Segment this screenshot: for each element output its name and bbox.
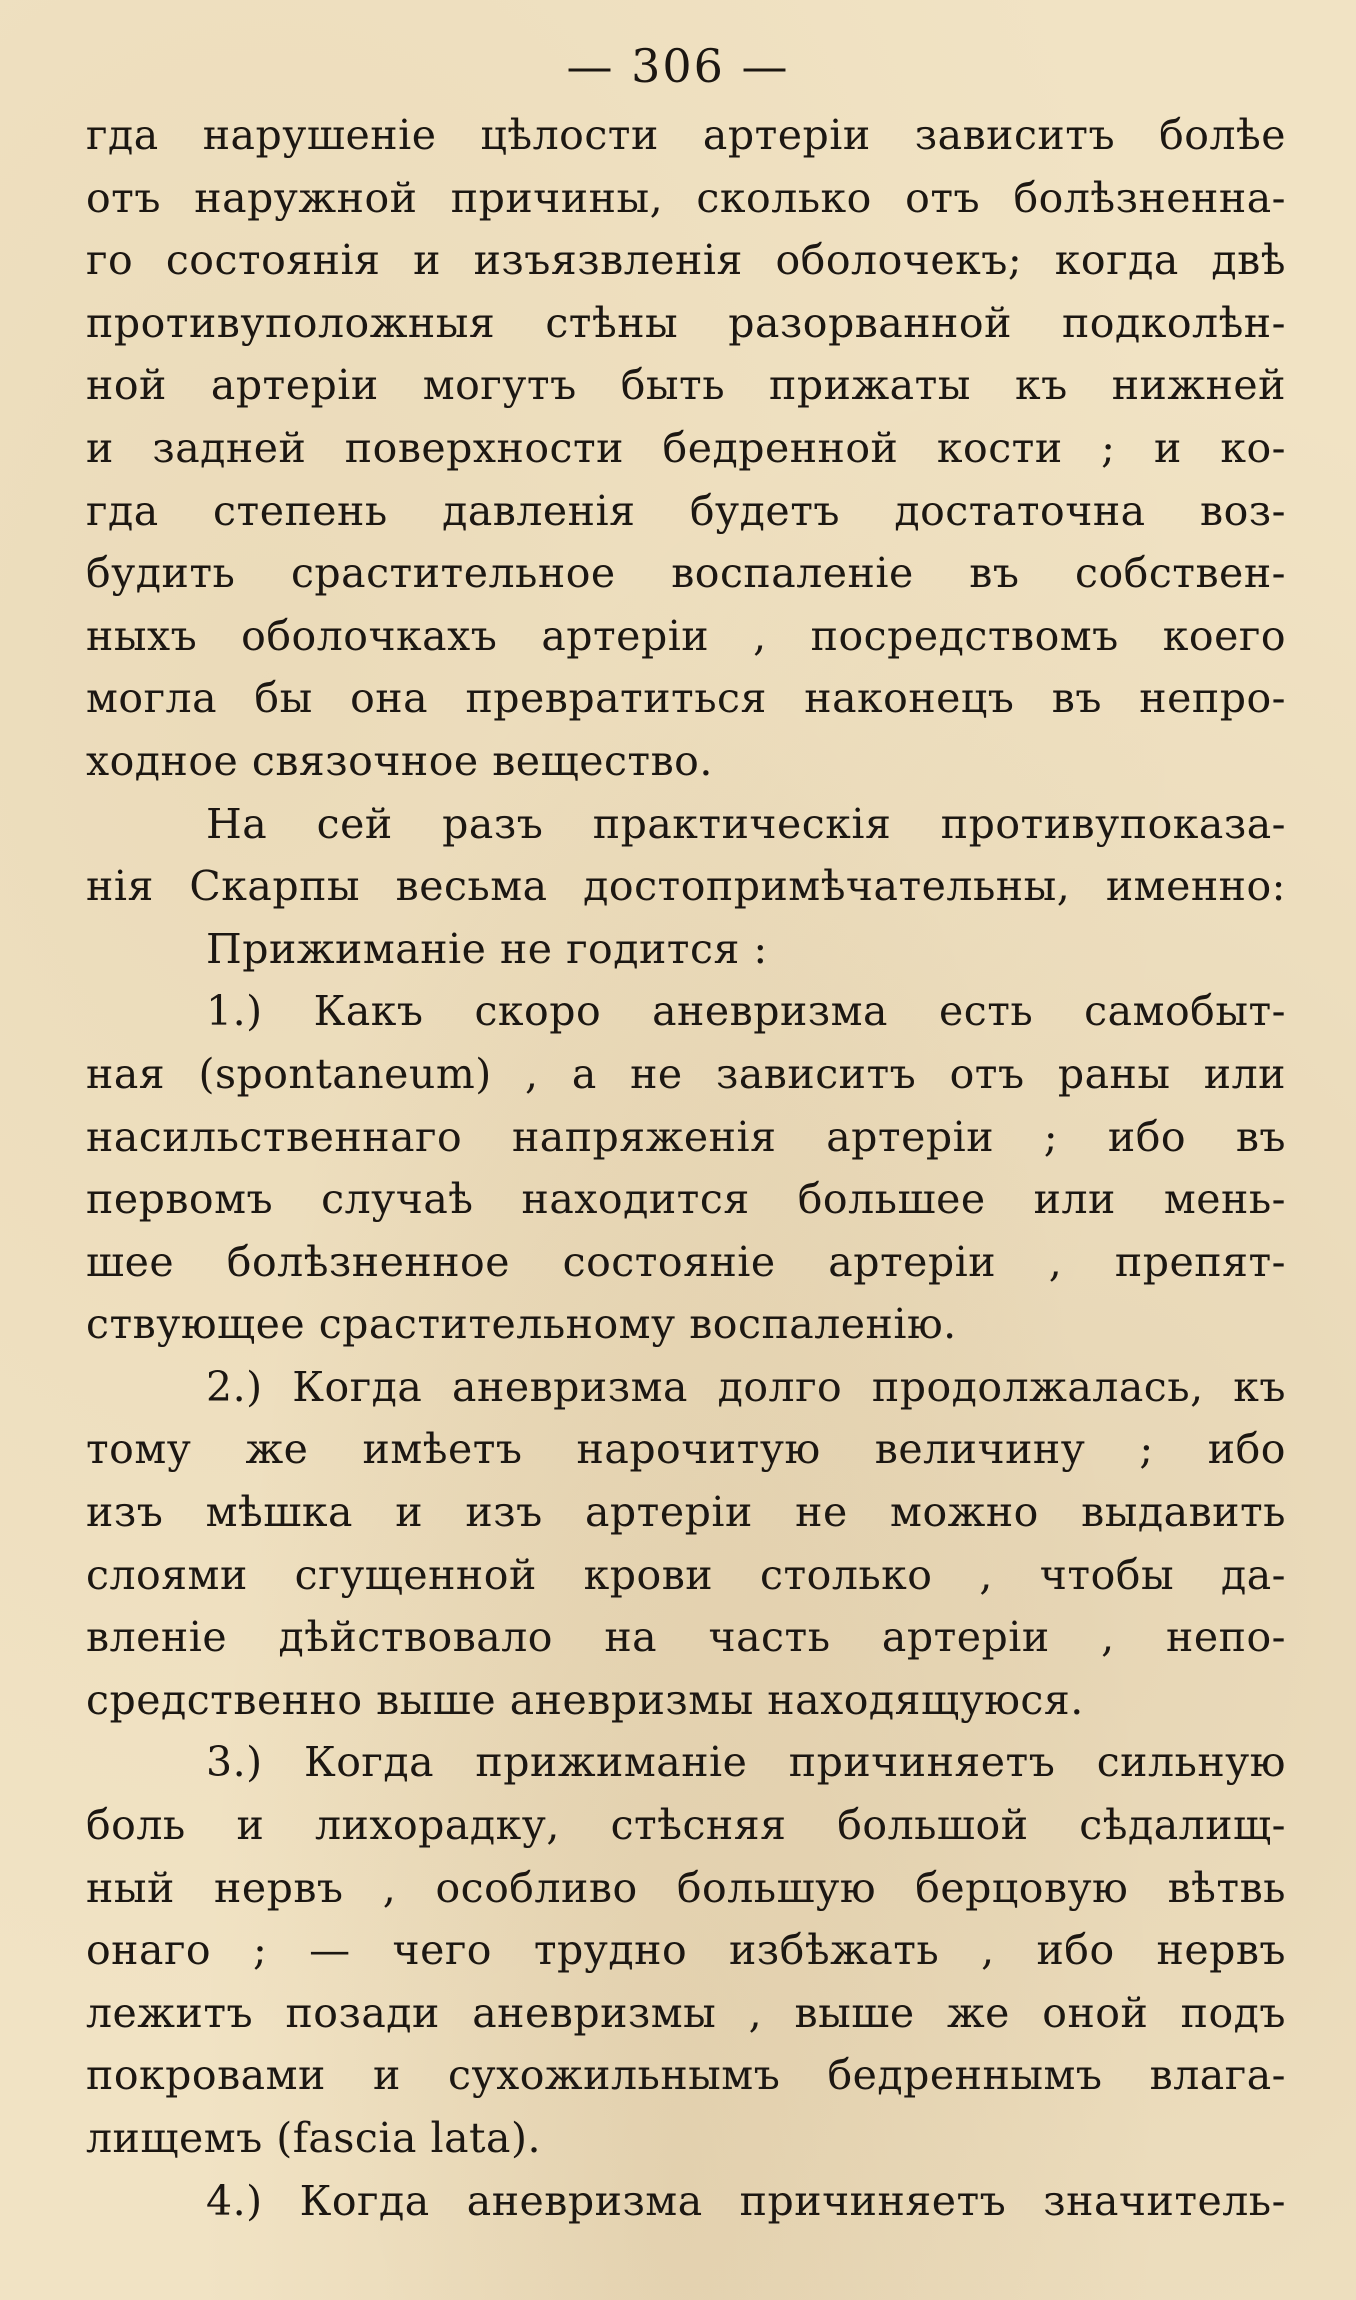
text-line: будить срастительное воспаленіе въ собствен- [86,549,1286,598]
body-text [86,104,1286,2232]
text-line: 3.) Когда прижиманіе причиняетъ сильную [206,1738,1286,1787]
text-line: шее болѣзненное состояніе артеріи , препят- [86,1237,1286,1286]
text-line: боль и лихорадку, стѣсняя большой сѣдалищ- [86,1801,1286,1850]
text-line: слоями сгущенной крови столько , чтобы да- [86,1550,1286,1599]
text-line: 1.) Какъ скоро аневризма есть самобыт- [206,987,1286,1036]
text-line: насильственнаго напряженія артеріи ; ибо въ [86,1112,1286,1161]
text-line: гда степень давленія будетъ достаточна воз- [86,486,1286,535]
text-line: первомъ случаѣ находится большее или мень- [86,1175,1286,1224]
text-line: отъ наружной причины, сколько отъ болѣзненна- [86,173,1286,222]
text-line: тому же имѣетъ нарочитую величину ; ибо [86,1425,1286,1474]
text-line: ный нервъ , особливо большую берцовую вѣтвь [86,1863,1286,1912]
text-line: лищемъ (fascia lata). [86,2114,541,2162]
text-line: противуположныя стѣны разорванной подколѣн- [86,298,1286,347]
text-line: ныхъ оболочкахъ артеріи , посредствомъ коего [86,611,1286,660]
text-line: и задней поверхности бедренной кости ; и ко- [86,423,1286,472]
text-line: средственно выше аневризмы находящуюся. [86,1675,1084,1724]
text-line: гда нарушеніе цѣлости артеріи зависитъ болѣе [86,111,1286,159]
text-line: ная (spontaneum) , а не зависитъ отъ раны или [86,1049,1286,1098]
text-line: 4.) Когда аневризма причиняетъ значитель- [206,2176,1286,2225]
text-line: ходное связочное вещество. [86,736,713,785]
text-line: нія Скарпы весьма достопримѣчательны, именно: [86,862,1286,911]
text-line: ной артеріи могутъ быть прижаты къ нижней [86,361,1286,410]
text-line: могла бы она превратиться наконецъ въ непро- [86,674,1286,723]
page-number: — 306 — [566,39,790,93]
text-line: 2.) Когда аневризма долго продолжалась, къ [206,1362,1286,1411]
text-line: покровами и сухожильнымъ бедреннымъ влага- [86,2051,1286,2100]
text-line: го состоянія и изъязвленія оболочекъ; когда двѣ [86,236,1286,285]
text-line: На сей разъ практическія противупоказа- [206,799,1286,848]
text-line: онаго ; — чего трудно избѣжать , ибо нервъ [86,1926,1286,1975]
text-line: ствующее срастительному воспаленію. [86,1300,957,1349]
text-line: вленіе дѣйствовало на часть артеріи , непо- [86,1613,1286,1662]
text-line: изъ мѣшка и изъ артеріи не можно выдавить [86,1488,1286,1537]
text-line: лежитъ позади аневризмы , выше же оной подъ [86,1988,1286,2037]
text-line: Прижиманіе не годится : [206,924,768,973]
